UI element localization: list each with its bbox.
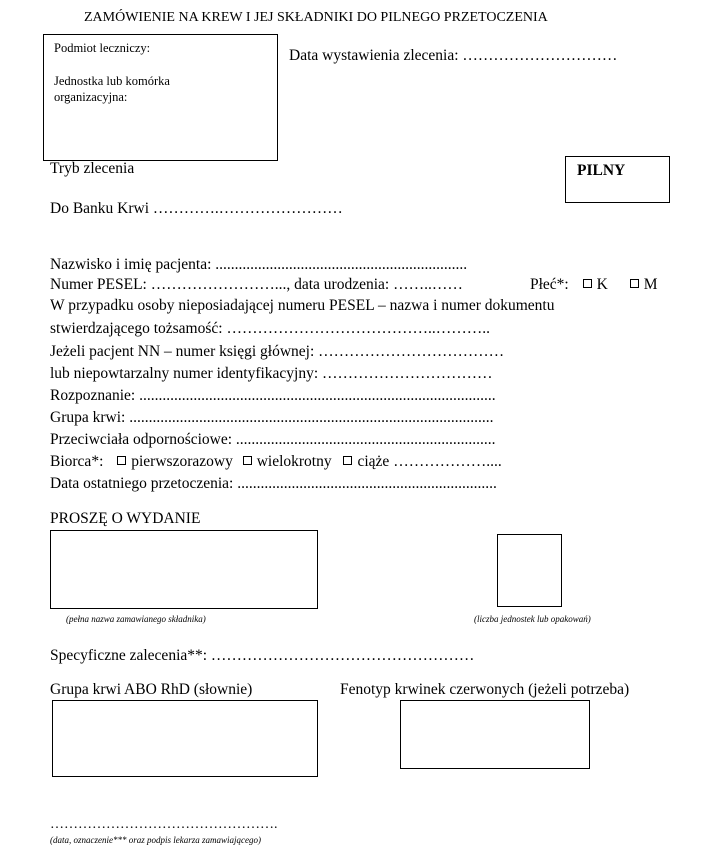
abo-label: Grupa krwi ABO RhD (słownie) bbox=[50, 681, 253, 698]
first-time-label: pierwszorazowy bbox=[131, 453, 233, 470]
sex-m-label: M bbox=[643, 276, 658, 293]
repeated-label: wielokrotny bbox=[256, 453, 332, 470]
sex-k-label: K bbox=[596, 276, 608, 293]
repeated-checkbox[interactable] bbox=[243, 456, 252, 465]
facility-box bbox=[43, 34, 278, 161]
first-time-checkbox[interactable] bbox=[117, 456, 126, 465]
pregnancies-label: ciąże bbox=[357, 453, 390, 470]
signature-caption: (data, oznaczenie*** oraz podpis lekarza zamawiającego) bbox=[50, 835, 261, 845]
signature-line[interactable]: …………………………………………. bbox=[50, 817, 278, 832]
blood-bank-field[interactable]: Do Banku Krwi ………….…………………… bbox=[50, 200, 343, 217]
last-transfusion-field[interactable]: Data ostatniego przetoczenia: ................................................................... bbox=[50, 475, 497, 492]
sex-k-checkbox[interactable] bbox=[583, 279, 592, 288]
unit-label-line1: Jednostka lub komórka bbox=[54, 74, 170, 88]
sex-m-checkbox[interactable] bbox=[630, 279, 639, 288]
phenotype-label: Fenotyp krwinek czerwonych (jeżeli potrzeba) bbox=[340, 681, 630, 698]
diagnosis-field[interactable]: Rozpoznanie: ............................................................................................ bbox=[50, 387, 496, 404]
pesel-field[interactable]: Numer PESEL: ……………………..., data urodzenia: ……..…… bbox=[50, 276, 463, 293]
blood-group-field[interactable]: Grupa krwi: .............................................................................................. bbox=[50, 409, 494, 426]
request-heading: PROSZĘ O WYDANIE bbox=[50, 510, 201, 527]
unit-label-line2: organizacyjna: bbox=[54, 90, 128, 104]
recipient-label: Biorca*: bbox=[50, 453, 104, 470]
specific-recommendations-field[interactable]: Specyficzne zalecenia**: …………………………………………… bbox=[50, 647, 475, 664]
id-document-field[interactable]: stwierdzającego tożsamość: …………………………………..……….. bbox=[50, 320, 490, 337]
phenotype-box[interactable] bbox=[400, 700, 590, 769]
abo-box[interactable] bbox=[52, 700, 318, 777]
sex-selector bbox=[530, 276, 658, 294]
recipient-row bbox=[50, 453, 502, 471]
urgent-box bbox=[565, 156, 670, 203]
pregnancies-checkbox[interactable] bbox=[343, 456, 352, 465]
id-document-line1: W przypadku osoby nieposiadającej numeru PESEL – nazwa i numer dokumentu bbox=[50, 297, 555, 314]
component-name-box[interactable] bbox=[50, 530, 318, 609]
nn-register-field[interactable]: Jeżeli pacjent NN – numer księgi głównej: ……………………………… bbox=[50, 343, 505, 360]
quantity-box[interactable] bbox=[497, 534, 562, 607]
issue-date-field[interactable]: Data wystawienia zlecenia: ………………………… bbox=[289, 47, 618, 64]
urgent-label: PILNY bbox=[577, 162, 626, 179]
component-caption: (pełna nazwa zamawianego składnika) bbox=[66, 614, 206, 624]
form-title: ZAMÓWIENIE NA KREW I JEJ SKŁADNIKI DO PILNEGO PRZETOCZENIA bbox=[84, 10, 548, 25]
patient-name-field[interactable]: Nazwisko i imię pacjenta: ................................................................. bbox=[50, 256, 468, 273]
sex-label: Płeć*: bbox=[530, 276, 569, 293]
order-mode-label: Tryb zlecenia bbox=[50, 160, 135, 177]
antibodies-field[interactable]: Przeciwciała odpornościowe: ................................................................... bbox=[50, 431, 496, 448]
pregnancies-field[interactable]: ……………….... bbox=[393, 453, 502, 470]
unique-id-field[interactable]: lub niepowtarzalny numer identyfikacyjny: …………………………… bbox=[50, 365, 493, 382]
quantity-caption: (liczba jednostek lub opakowań) bbox=[474, 614, 591, 624]
facility-label: Podmiot leczniczy: bbox=[54, 41, 151, 55]
